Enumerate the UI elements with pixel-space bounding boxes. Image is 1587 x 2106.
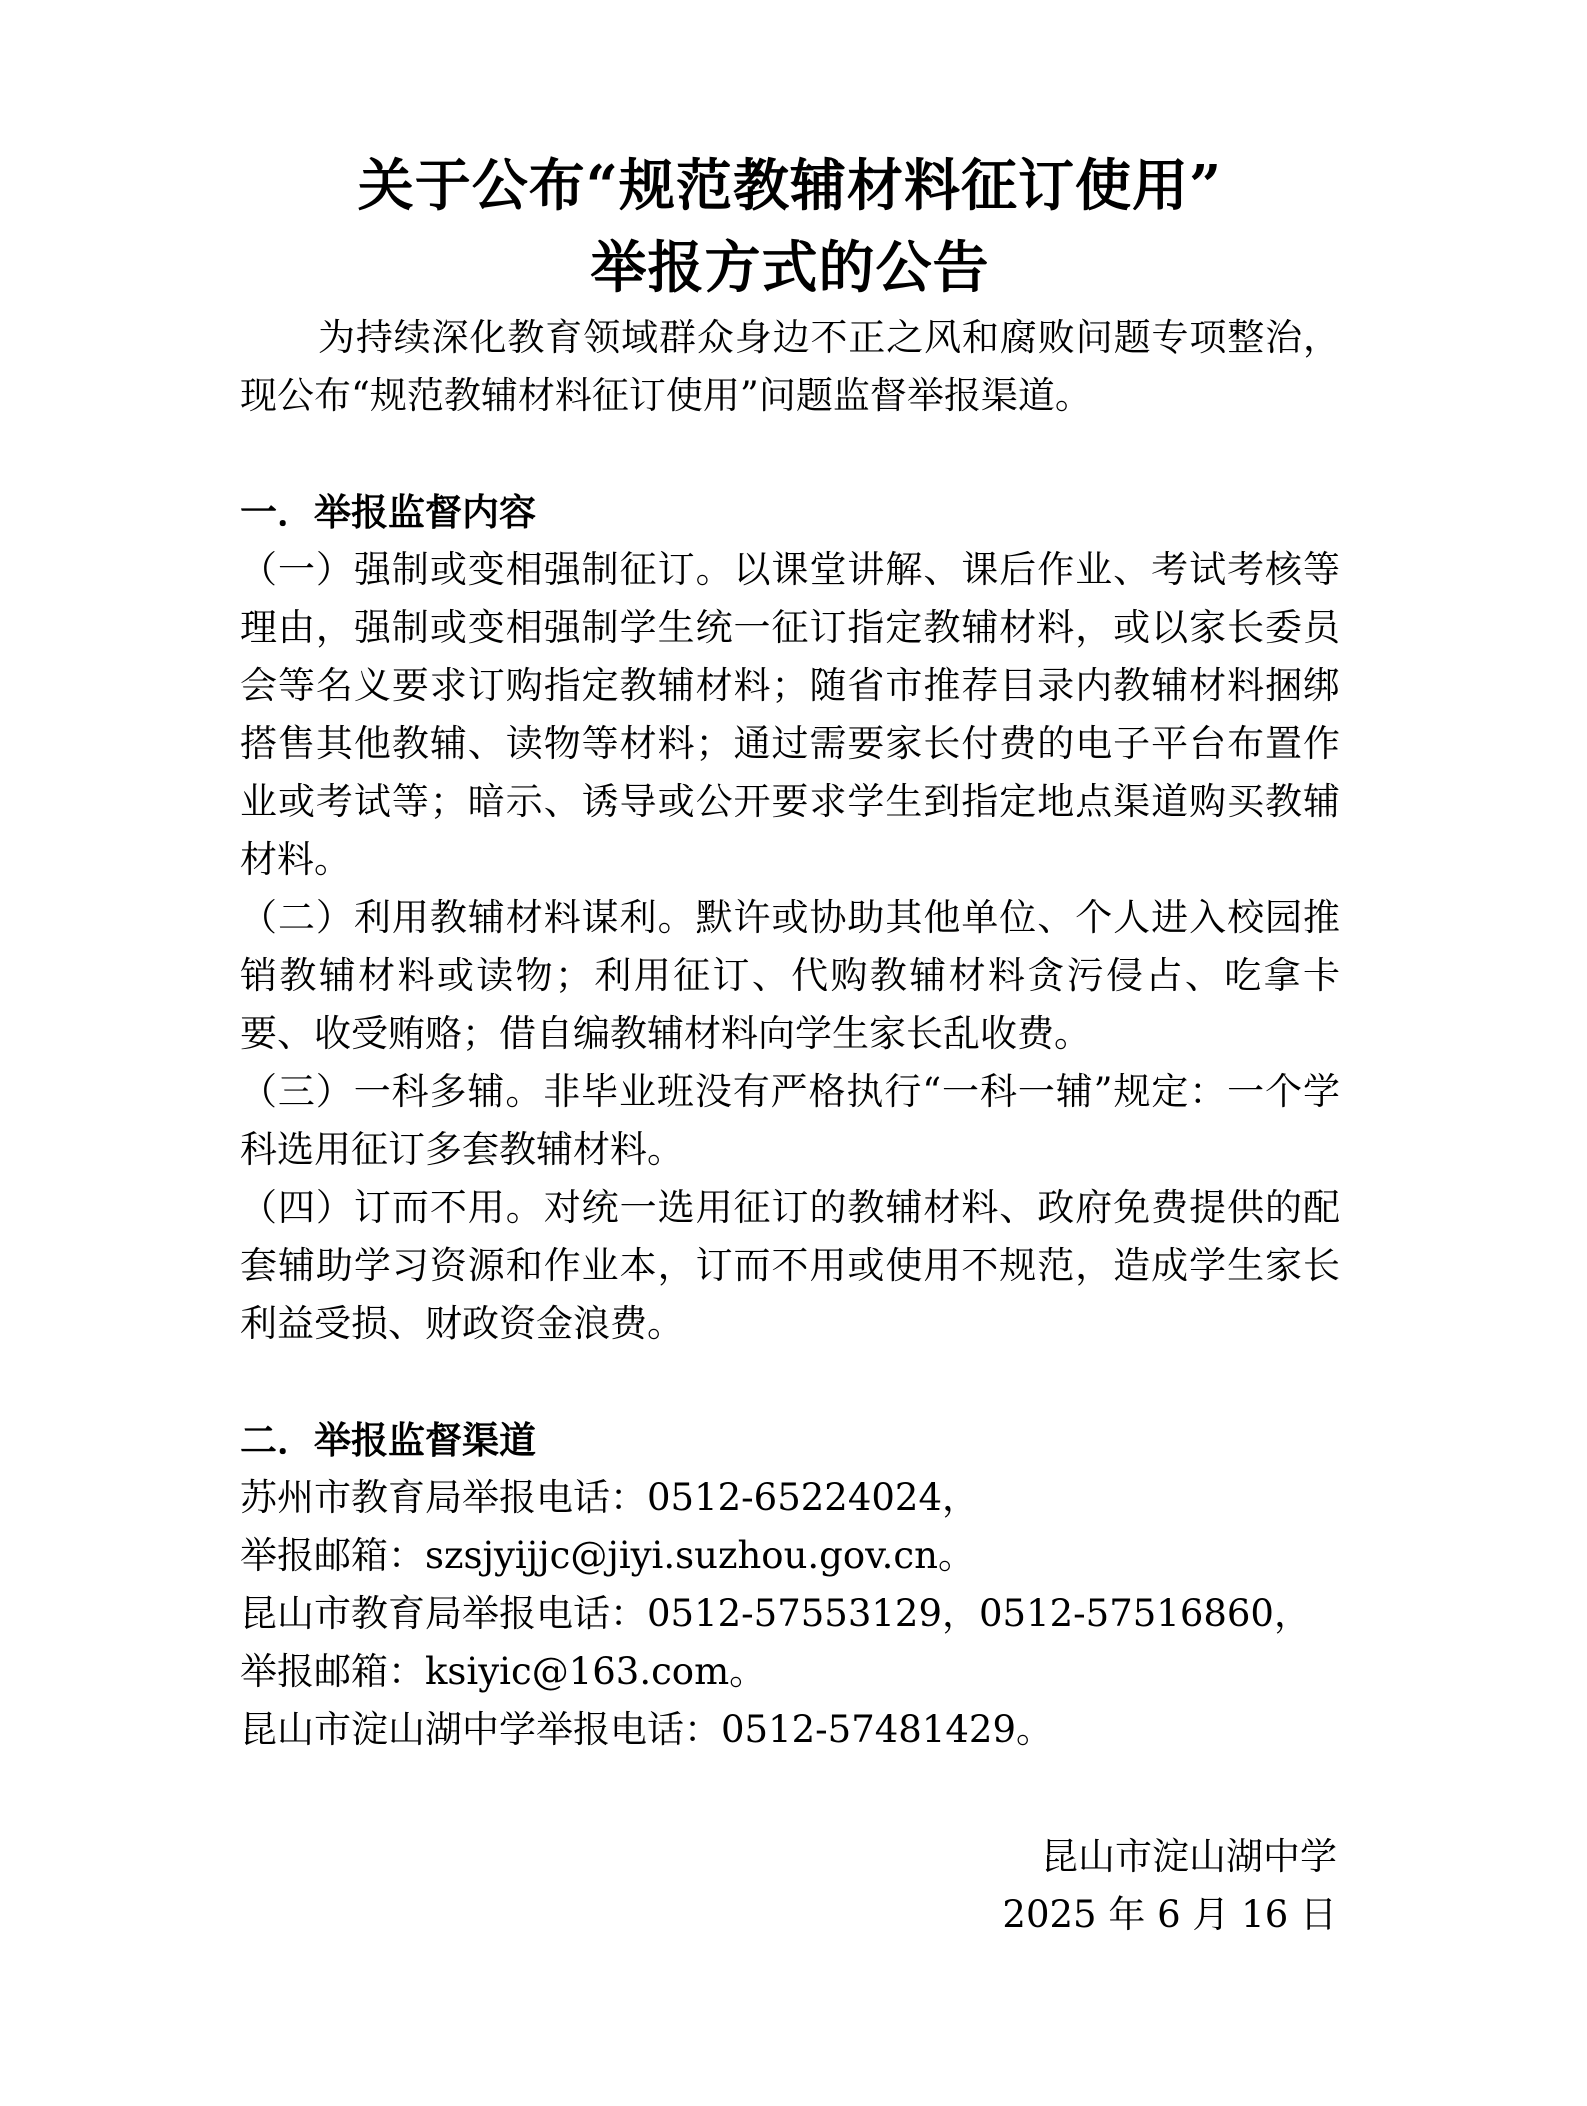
intro-paragraph: 为持续深化教育领域群众身边不正之风和腐败问题专项整治，现公布“规范教辅材料征订使用”问题监督举报渠道。 xyxy=(240,316,1340,417)
section-1-item-1: （一）强制或变相强制征订。以课堂讲解、课后作业、考试考核等理由，强制或变相强制学生统一征订指定教辅材料，或以家长委员会等名义要求订购指定教辅材料；随省市推荐目录内教辅材料捆绑搭售其他教辅、读物等材料；通过需要家长付费的电子平台布置作业或考试等；暗示、诱导或公开要求学生到指定地点渠道购买教辅材料。 xyxy=(240,548,1340,881)
signature-block xyxy=(1002,1828,1337,1944)
suzhou-phone-line: 苏州市教育局举报电话：0512-65224024， xyxy=(240,1476,979,1519)
kunshan-email-line: 举报邮箱：ksiyic@163.com。 xyxy=(240,1650,767,1693)
suzhou-email-line: 举报邮箱：szsjyijjc@jiyi.suzhou.gov.cn。 xyxy=(240,1534,975,1577)
document-title xyxy=(240,145,1340,309)
section-1-heading: 一．举报监督内容 xyxy=(240,490,536,534)
section-2-heading: 二．举报监督渠道 xyxy=(240,1418,536,1462)
spacer xyxy=(240,1353,1340,1411)
section-1-item-3: （三）一科多辅。非毕业班没有严格执行“一科一辅”规定：一个学科选用征订多套教辅材料。 xyxy=(240,1070,1340,1171)
kunshan-phone-line: 昆山市教育局举报电话：0512-57553129，0512-57516860， xyxy=(240,1592,1311,1635)
title-line-1: 关于公布“规范教辅材料征订使用” xyxy=(357,153,1223,219)
spacer xyxy=(240,425,1340,483)
signature-org: 昆山市淀山湖中学 xyxy=(1041,1835,1337,1878)
school-phone-line: 昆山市淀山湖中学举报电话：0512-57481429。 xyxy=(240,1708,1053,1751)
document-body xyxy=(240,145,1340,1759)
title-line-2: 举报方式的公告 xyxy=(590,235,990,301)
section-1-item-4: （四）订而不用。对统一选用征订的教辅材料、政府免费提供的配套辅助学习资源和作业本，订而不用或使用不规范，造成学生家长利益受损、财政资金浪费。 xyxy=(240,1186,1340,1345)
contact-lines xyxy=(240,1469,1340,1759)
section-1-item-2: （二）利用教辅材料谋利。默许或协助其他单位、个人进入校园推销教辅材料或读物；利用征订、代购教辅材料贪污侵占、吃拿卡要、收受贿赂；借自编教辅材料向学生家长乱收费。 xyxy=(240,896,1340,1055)
signature-date: 2025 年 6 月 16 日 xyxy=(1002,1893,1337,1936)
